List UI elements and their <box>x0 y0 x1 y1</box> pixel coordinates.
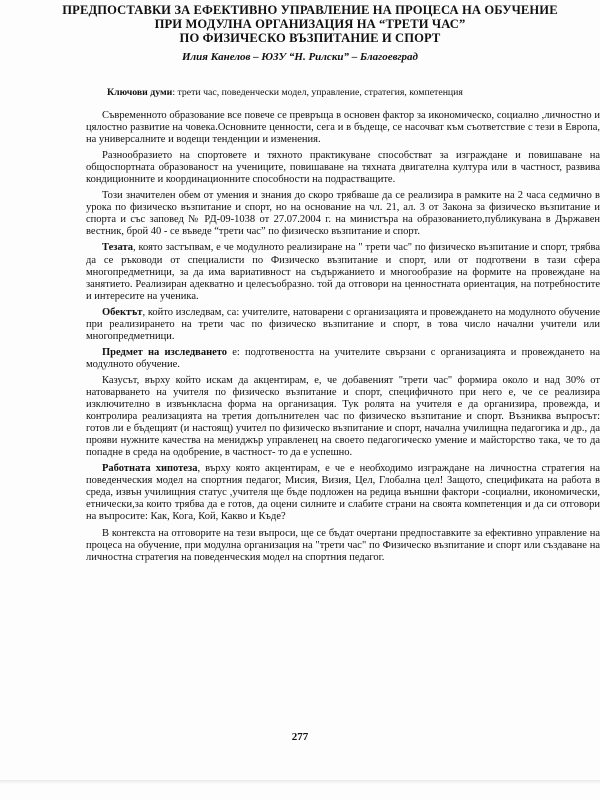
paragraph-object <box>86 307 600 343</box>
paragraph-text: Съвременното образование все повече се превръща в основен фактор за икономическо, социално ,личностно и цялостно развитие на човека.Основните ценности, сега и в бъдеще, се насочват към съответствие с тези в Европа, на универсалните и водещи тенденции и изменения. <box>86 110 600 146</box>
article-title <box>40 3 580 45</box>
keywords-line <box>107 87 463 98</box>
paragraph-text: В контекста на отговорите на тези въпроси, ще се бъдат очертани предпоставките за ефективно управление на процеса на обучение, при модулна организация на "трети час" по Физическо възпитание и спорт или създаване на личностна стратегия на поведенческия модел на спортния педагог. <box>86 527 600 563</box>
paragraph-context <box>86 528 600 564</box>
title-line: ПО ФИЗИЧЕСКО ВЪЗПИТАНИЕ И СПОРТ <box>179 31 441 45</box>
paragraph-text: , върху която акцентирам, е че е необходимо изграждане на личностна стратегия на поведенческия модел на спортния педагог, Мисия, Визия, Цел, Глобална цел! Защото, спецификата на работа в среда, извън училищния статус ,учителя ще бъде подложен на редица външни фактори -социални, икономически, етнически,за които трябва да е готов, да оцени силните и слабите страни на своята компетенция и да си отговори на въпросите: Как, Кога, Кой, Какво и Къде? <box>86 463 600 523</box>
page-number: 277 <box>291 731 309 743</box>
paragraph-sports-diversity <box>86 150 600 186</box>
paragraph-text: Този значителен обем от умения и знания до скоро трябваше да се реализира в рамките на 2 часа седмично в урока по физическо възпитание и спорт, но на основание на чл. 21, ал. 3 от Закона за физическо възпитание и спорта и със заповед № РД-09-1038 от 27.07.2004 г. на министъра на образованието,публикувана в Държавен вестник, брой 40 - се въведе “трети час” по физическо възпитание и спорт. <box>86 190 600 238</box>
paragraph-intro <box>86 110 600 146</box>
paragraph-thesis <box>86 242 600 302</box>
scan-edge <box>0 780 600 784</box>
paragraph-case <box>86 375 600 459</box>
keywords-text: : трети час, поведенчески модел, управление, стратегия, компетенция <box>172 87 463 98</box>
paragraph-text: Казусът, върху който искам да акцентирам, е, че добавеният "трети час" формира около и над 30% от натоварването на учителя по физическо възпитание и спорт, специфичното при него е, че се реализира изключително в извънкласна форма на организация. Тук ролята на учителя е да организира, провежда, и контролира реализацията на третия допълнителен час по физическо възпитание и спорт. Възниква въпросът: готов ли е бъдещият (и настоящ) учител по физическо възпитание и спорт, начална училищна педагогика и др., да прояви нужните качества на мениджър управленец на своето педагогическо умение и майсторство така, че то да попадне в среда на одобрение, в частност- то да е успешно. <box>86 374 600 459</box>
paragraph-lead: Предмет на изследването <box>102 346 228 358</box>
paragraph-text: Разнообразието на спортовете и тяхното практикуване способстват за изграждане и повишаване на общоспортната образованост на учениците, повишаване на тяхната двигателна култура или в частност, развива кондиционните и координационните способности на подрастващите. <box>86 150 600 186</box>
title-line: ПРИ МОДУЛНА ОРГАНИЗАЦИЯ НА “ТРЕТИ ЧАС” <box>154 17 466 31</box>
paragraph-lead: Работната хипотеза <box>102 463 198 475</box>
paragraph-text: , който изследвам, са: учителите, натоварени с организацията и провеждането на модулното обучение при реализирането на трети час по физическо възпитание и спорт, в това число начални учители или многопредметници. <box>86 306 600 342</box>
title-line: ПРЕДПОСТАВКИ ЗА ЕФЕКТИВНО УПРАВЛЕНИЕ НА ПРОЦЕСА НА ОБУЧЕНИЕ <box>62 3 558 17</box>
author-line: Илия Канелов – ЮЗУ “Н. Рилски” – Благоевград <box>181 51 419 63</box>
paragraph-third-hour-law <box>86 190 600 238</box>
paragraph-text: , която застъпвам, е че модулното реализиране на " трети час" по физическо възпитание и спорт, трябва да се ръководи от специалисти по Физическо възпитание и спорт, или от подготвени в тази сфера многопредметници, за да има вариативност на съдържанието и многообразие на формите на провеждане на занятието. Реализиран адекватно и целесъобразно. той да отговори на ценностната ориентация, на потребностите и интересите на ученика. <box>86 242 600 302</box>
paragraph-subject <box>86 347 600 371</box>
paragraph-lead: Обектът <box>102 306 143 318</box>
article-body <box>86 110 600 568</box>
paragraph-text: е: подготвеността на учителите свързани с организацията и провеждането на модулното обучение. <box>86 346 600 370</box>
paragraph-hypothesis <box>86 463 600 523</box>
keywords-label: Ключови думи <box>107 87 173 98</box>
paragraph-lead: Тезата <box>102 242 133 254</box>
